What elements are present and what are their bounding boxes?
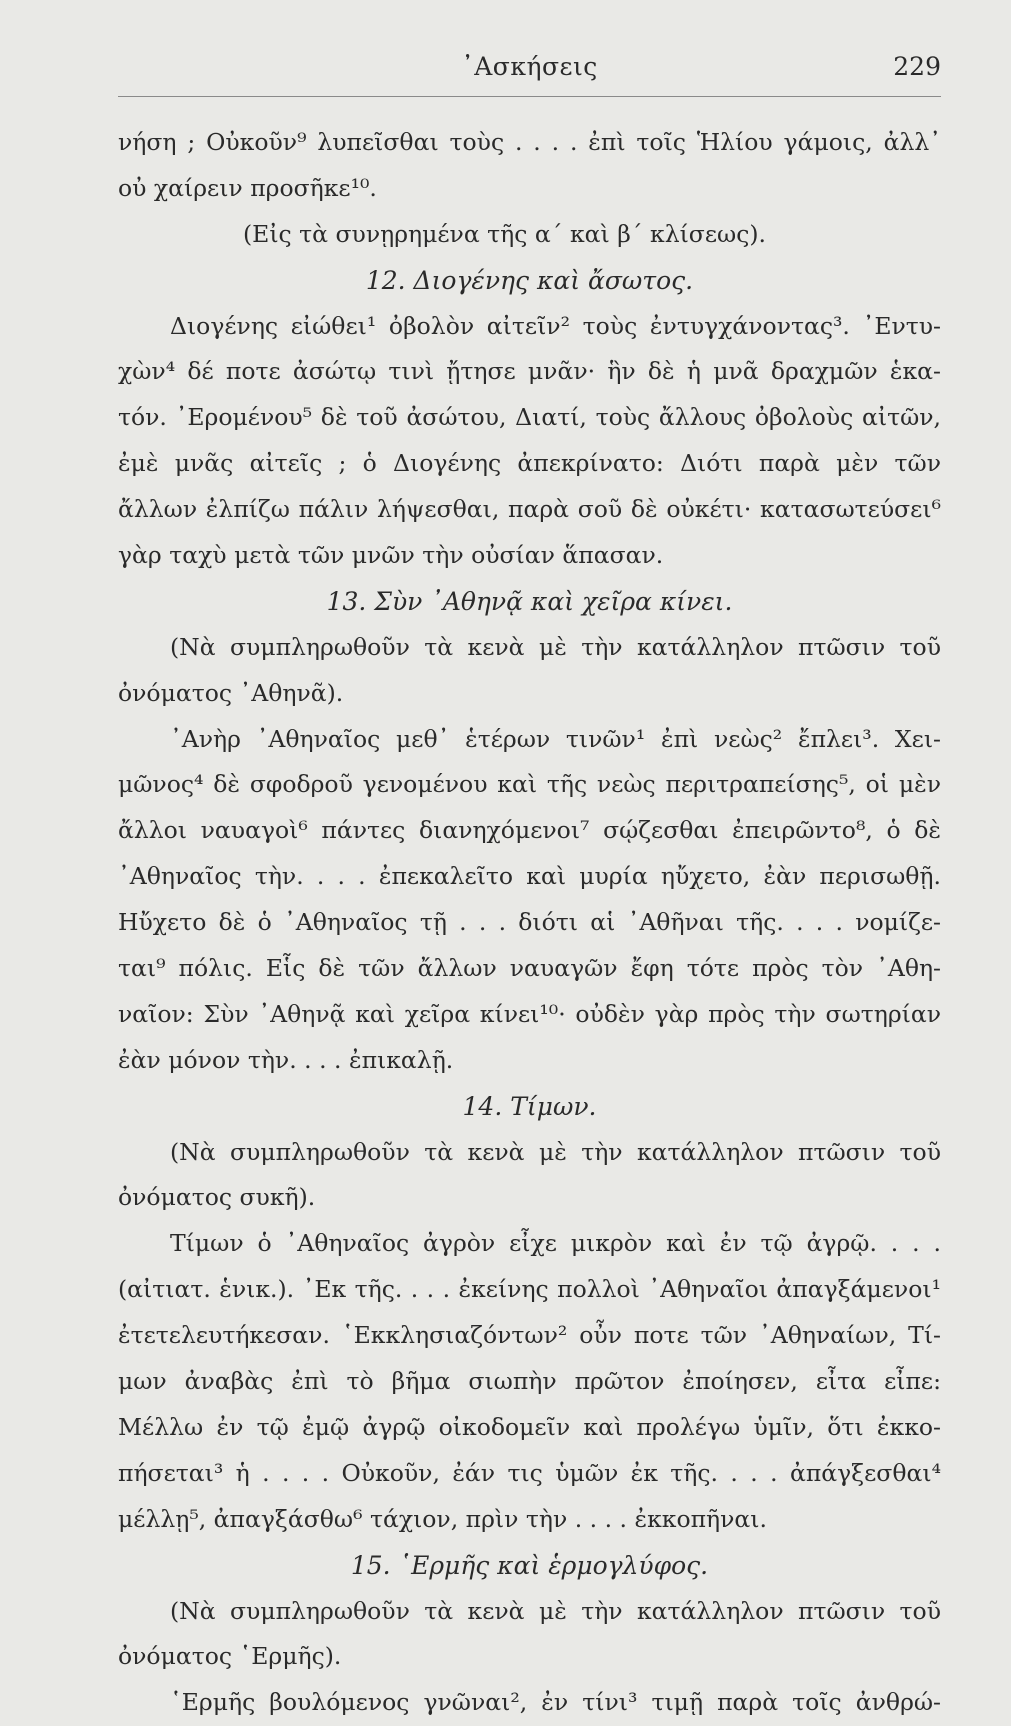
text-line: ῾Ερμῆς βουλόμενος γνῶναι², ἐν τίνι³ τιμῇ παρὰ τοῖς ἀνθρώ-: [170, 1688, 941, 1717]
text-line: ἐτετελευτήκεσαν. ῾Εκκλησιαζόντων² οὖν ποτε τῶν ᾿Αθηναίων, Τί-: [118, 1321, 941, 1350]
text-line: μέλλῃ⁵, ἀπαγξάσθω⁶ τάχιον, πρὶν τὴν . . . . ἐκκοπῆναι.: [118, 1504, 767, 1533]
running-head: ᾿Ασκήσεις: [461, 52, 598, 81]
text-line: ὀνόματος ῾Ερμῆς).: [118, 1642, 342, 1671]
text-line: Ηὔχετο δὲ ὁ ᾿Αθηναῖος τῇ . . . διότι αἱ ᾿Αθῆναι τῆς. . . . νομίζε-: [118, 908, 941, 937]
text-line: χὼν⁴ δέ ποτε ἀσώτῳ τινὶ ᾔτησε μνᾶν· ἣν δὲ ἡ μνᾶ δραχμῶν ἑκα-: [118, 357, 941, 386]
text-line: Μέλλω ἐν τῷ ἐμῷ ἀγρῷ οἰκοδομεῖν καὶ προλέγω ὑμῖν, ὅτι ἐκκο-: [118, 1412, 941, 1441]
section-heading: 12. Διογένης καὶ ἄσωτος.: [365, 265, 694, 295]
text-line: μῶνος⁴ δὲ σφοδροῦ γενομένου καὶ τῆς νεὼς περιτραπείσης⁵, οἱ μὲν: [118, 770, 941, 799]
page-header: [118, 52, 941, 92]
text-line: (Εἰς τὰ συνῃρημένα τῆς α´ καὶ β´ κλίσεως).: [243, 219, 766, 248]
page-number: 229: [893, 52, 941, 81]
text-line: ἄλλοι ναυαγοὶ⁶ πάντες διανηχόμενοι⁷ σῴζεσθαι ἐπειρῶντο⁸, ὁ δὲ: [118, 816, 941, 845]
text-line: Τίμων ὁ ᾿Αθηναῖος ἀγρὸν εἶχε μικρὸν καὶ ἐν τῷ ἀγρῷ. . . .: [170, 1229, 941, 1258]
text-line: (Νὰ συμπληρωθοῦν τὰ κενὰ μὲ τὴν κατάλληλον πτῶσιν τοῦ: [170, 1137, 941, 1166]
text-line: ὀνόματος ᾿Αθηνᾶ).: [118, 678, 344, 707]
text-line: πήσεται³ ἡ . . . . Οὐκοῦν, ἐάν τις ὑμῶν ἐκ τῆς. . . . ἀπάγξεσθαι⁴: [118, 1458, 941, 1487]
page-body: [118, 120, 941, 1726]
section-heading: 13. Σὺν ᾿Αθηνᾷ καὶ χεῖρα κίνει.: [326, 586, 733, 616]
text-line: ᾿Αθηναῖος τὴν. . . . ἐπεκαλεῖτο καὶ μυρία ηὔχετο, ἐὰν περισωθῇ.: [118, 862, 941, 891]
text-line: ἄλλων ἐλπίζω πάλιν λήψεσθαι, παρὰ σοῦ δὲ οὐκέτι· κατασωτεύσει⁶: [118, 495, 941, 524]
text-line: οὐ χαίρειν προσῆκε¹⁰.: [118, 173, 377, 202]
text-line: ναῖον: Σὺν ᾿Αθηνᾷ καὶ χεῖρα κίνει¹⁰· οὐδὲν γὰρ πρὸς τὴν σωτηρίαν: [118, 999, 941, 1028]
section-heading: 14. Τίμων.: [462, 1091, 597, 1121]
text-line: νήση ; Οὐκοῦν⁹ λυπεῖσθαι τοὺς . . . . ἐπὶ τοῖς Ἡλίου γάμοις, ἀλλ᾿: [118, 128, 941, 156]
text-line: μων ἀναβὰς ἐπὶ τὸ βῆμα σιωπὴν πρῶτον ἐποίησεν, εἶτα εἶπε:: [118, 1367, 941, 1396]
text-line: ται⁹ πόλις. Εἷς δὲ τῶν ἄλλων ναυαγῶν ἔφη τότε πρὸς τὸν ᾿Αθη-: [118, 954, 941, 983]
text-line: Διογένης εἰώθει¹ ὀβολὸν αἰτεῖν² τοὺς ἐντυγχάνοντας³. ᾿Εντυ-: [170, 311, 941, 340]
text-line: (Νὰ συμπληρωθοῦν τὰ κενὰ μὲ τὴν κατάλληλον πτῶσιν τοῦ: [170, 632, 941, 661]
header-rule: [118, 96, 941, 97]
text-line: γὰρ ταχὺ μετὰ τῶν μνῶν τὴν οὐσίαν ἅπασαν.: [118, 541, 664, 570]
text-line: ἐμὲ μνᾶς αἰτεῖς ; ὁ Διογένης ἀπεκρίνατο: Διότι παρὰ μὲν τῶν: [118, 449, 941, 478]
text-line: (αἰτιατ. ἑνικ.). ᾿Εκ τῆς. . . . ἐκείνης πολλοὶ ᾿Αθηναῖοι ἀπαγξάμενοι¹: [118, 1275, 941, 1304]
section-heading: 15. ῾Ερμῆς καὶ ἑρμογλύφος.: [350, 1550, 709, 1580]
text-line: ἐὰν μόνον τὴν. . . . ἐπικαλῇ.: [118, 1045, 454, 1074]
text-line: (Νὰ συμπληρωθοῦν τὰ κενὰ μὲ τὴν κατάλληλον πτῶσιν τοῦ: [170, 1596, 941, 1625]
text-line: τόν. ᾿Ερομένου⁵ δὲ τοῦ ἀσώτου, Διατί, τοὺς ἄλλους ὀβολοὺς αἰτῶν,: [118, 403, 941, 432]
text-line: ὀνόματος συκῆ).: [118, 1183, 316, 1212]
text-line: ᾿Ανὴρ ᾿Αθηναῖος μεθ᾿ ἑτέρων τινῶν¹ ἐπὶ νεὼς² ἔπλει³. Χει-: [170, 724, 941, 753]
